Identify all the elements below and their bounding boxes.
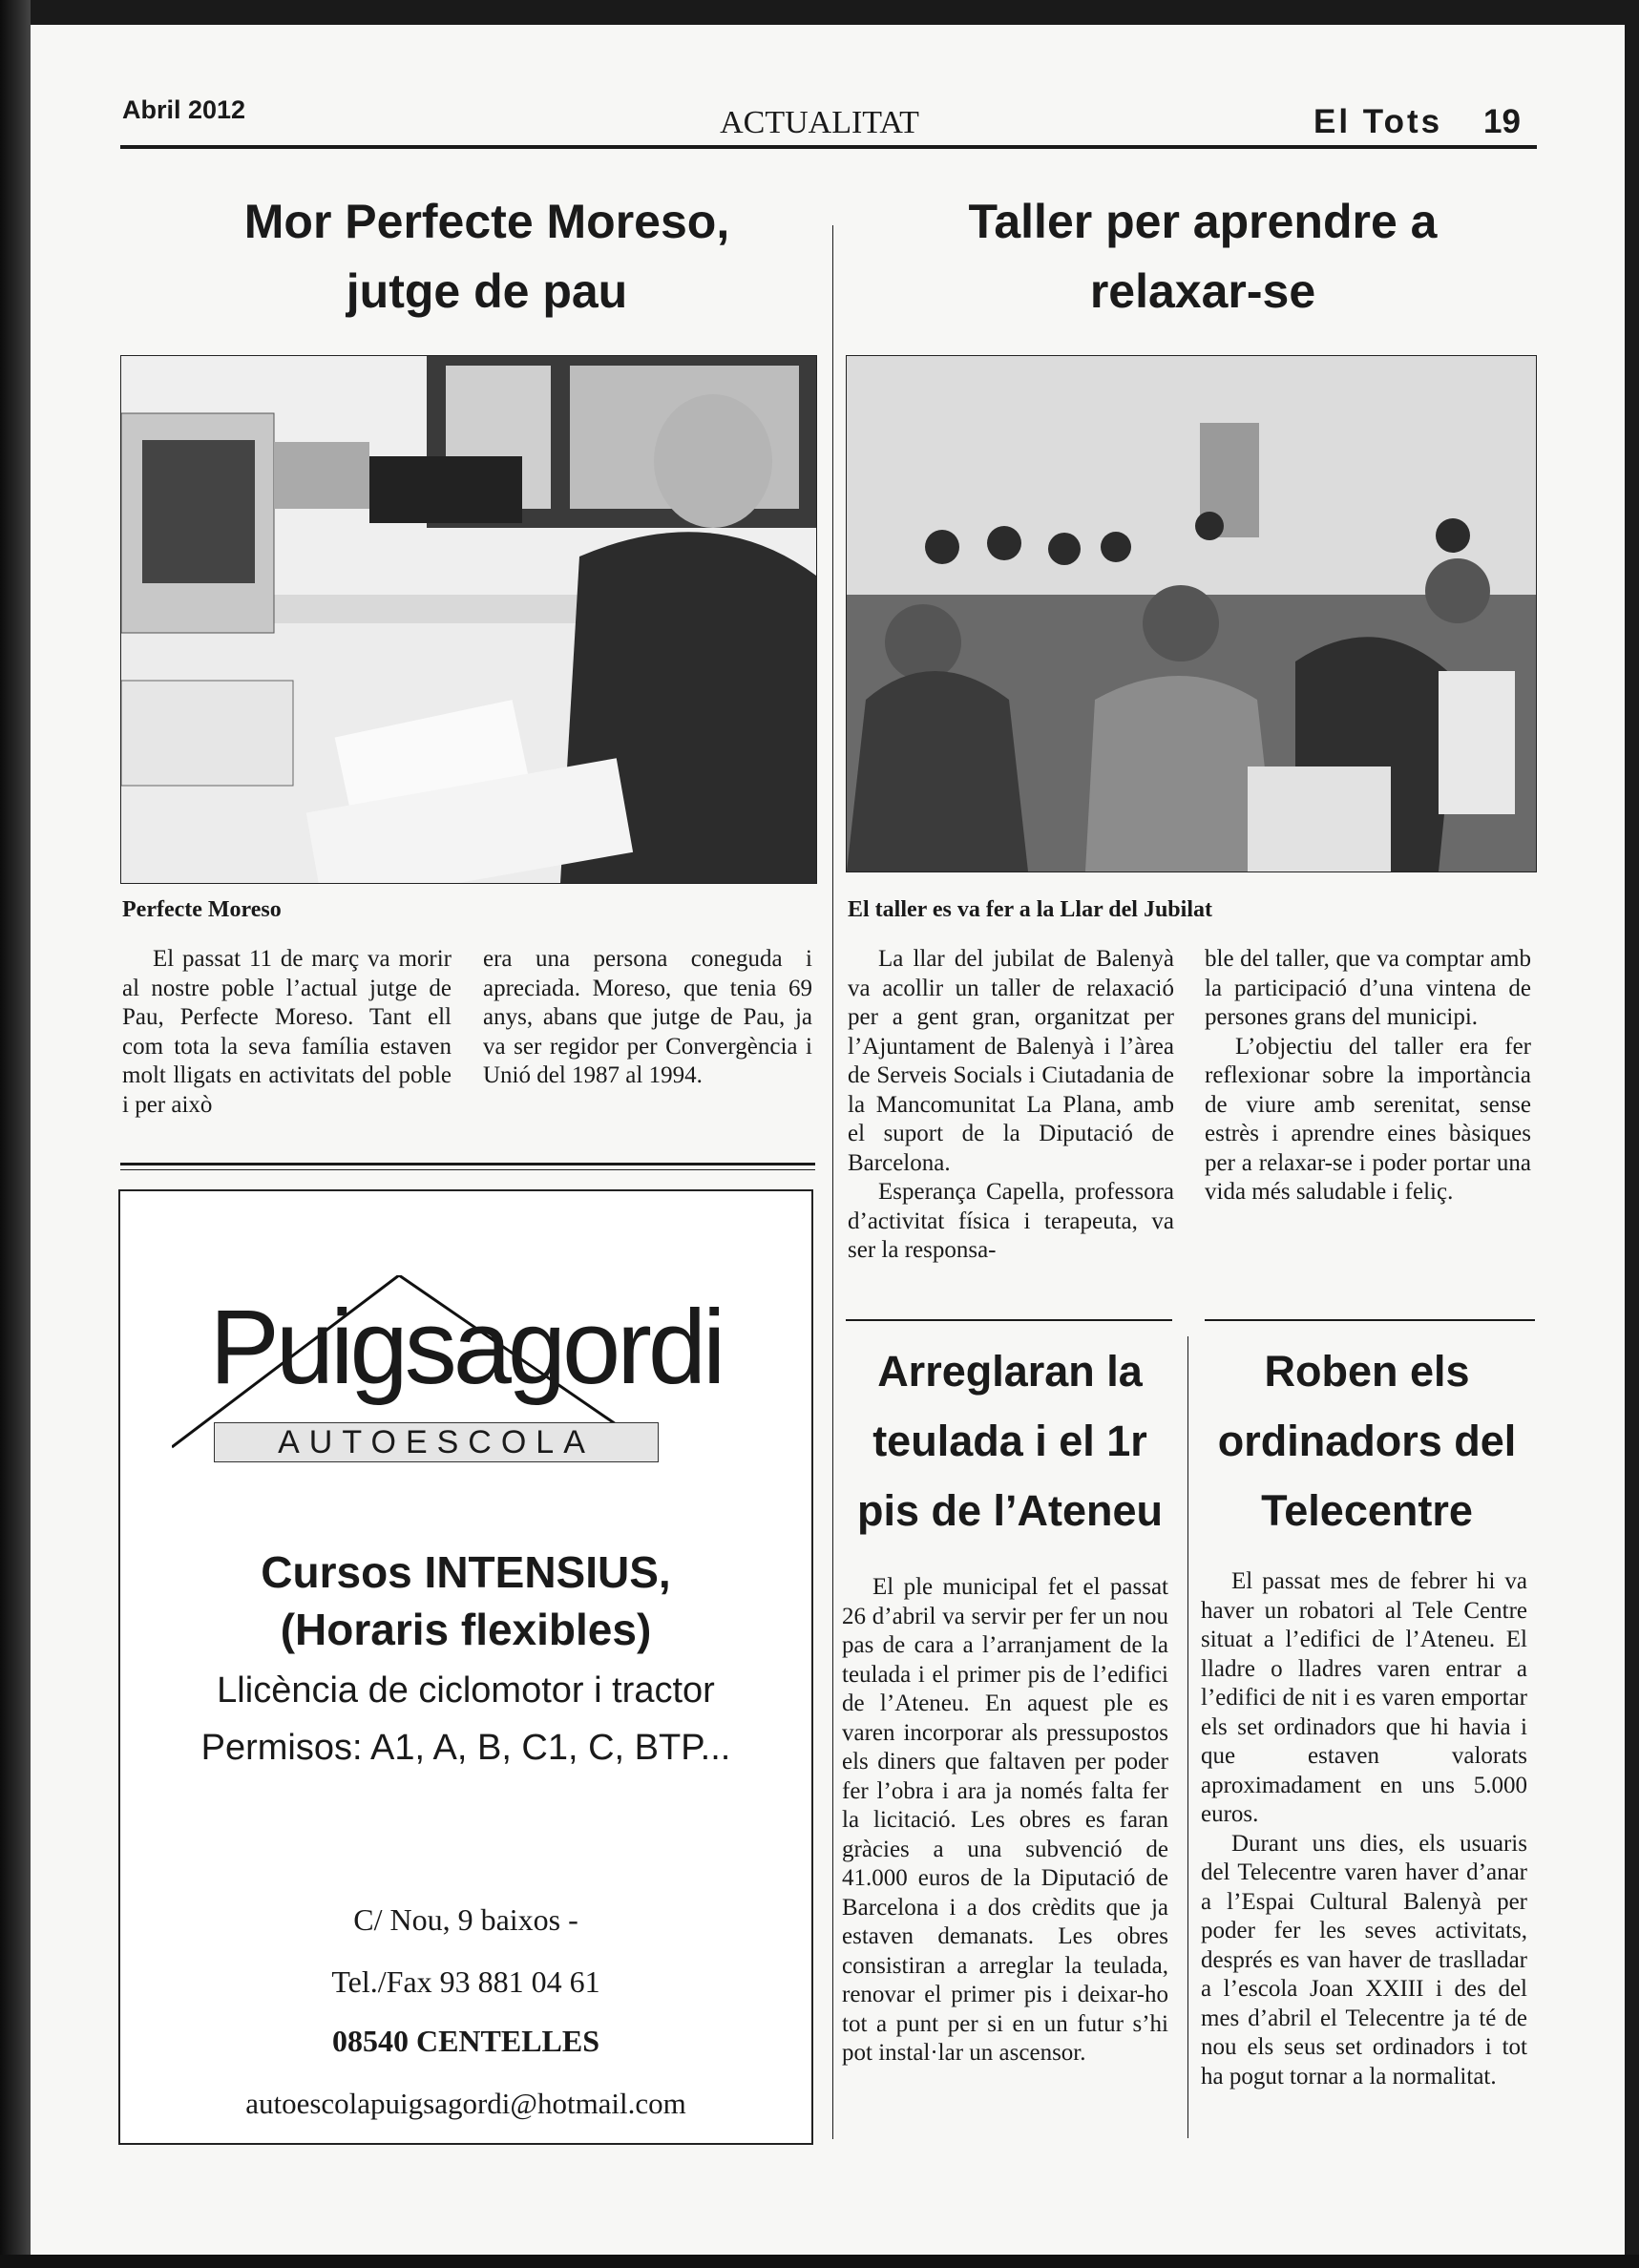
ad-line1: Cursos INTENSIUS, xyxy=(261,1547,671,1597)
header-rule xyxy=(120,145,1537,149)
article1-photo-caption: Perfecte Moreso xyxy=(122,897,282,922)
article2-headline: Taller per aprendre a relaxar-se xyxy=(968,195,1438,318)
page-number: 19 xyxy=(1483,103,1521,140)
article4-paragraph1: El passat mes de febrer hi va haver un robatori al Tele Centre situat a l’edifici de l’Ateneu. El lladre o lladres varen entrar a l’edifici de nit i es varen emportar els set ordinadors que hi havia i que estaven valorats aproximadament en uns 5.000 euros. xyxy=(1201,1568,1527,1827)
ad-line2: (Horaris flexibles) xyxy=(280,1605,652,1654)
article1-headline: Mor Perfecte Moreso, jutge de pau xyxy=(243,195,730,318)
ad-phone: Tel./Fax 93 881 04 61 xyxy=(331,1964,600,1999)
article3-headline: Arreglaran la teulada i el 1r pis de l’Ateneu xyxy=(856,1347,1164,1535)
article3-body: El ple municipal fet el passat 26 d’abril va servir per fer un nou pas de cara a l’arranjament de la teulada i el primer pis de l’edifici de l’Ateneu. En aquest ple es varen incorporar als pressupostos els diners que faltaven per poder fer l’obra i ara ja només falta fer la licitació. Les obres es faran gràcies a una subvenció de 41.000 euros de la Diputació de Barcelona i a dos crèdits que ja estaven demanats. Les obres consistiran a arreglar la teulada, renovar el primer pis i deixar-ho tot a punt per si en un futur s’hi pot instal·lar un ascensor. xyxy=(842,1574,1168,2066)
publication-name: El Tots xyxy=(1313,103,1443,140)
ad-subbrand: AUTOESCOLA xyxy=(214,1422,659,1462)
article2-photo xyxy=(846,355,1537,872)
ad-address: C/ Nou, 9 baixos - xyxy=(353,1902,578,1937)
article1-column2: era una persona coneguda i apreciada. Moreso, que tenia 69 anys, abans que jutge de Pau, ja va ser regidor per Convergència i Unió del 1987 al 1994. xyxy=(483,946,812,1088)
article4-paragraph2: Durant uns dies, els usuaris del Telecentre varen haver d’anar a l’Espai Cultural Balenyà per poder fer les seves activitats, després es van haver de traslladar a l’escola Joan XXIII i des del mes d’abril el Telecentre ja té de nou els seus set ordinadors i tot ha pogut tornar a la normalitat. xyxy=(1201,1830,1527,2090)
binding-spine xyxy=(0,0,31,2268)
article4-column-divider xyxy=(1187,1336,1188,2138)
ad-city: 08540 CENTELLES xyxy=(331,2024,600,2058)
article2-bottom-rule-left xyxy=(846,1319,1172,1321)
ad-line3: Llicència de ciclomotor i tractor xyxy=(217,1670,715,1711)
article2-bottom-rule-right xyxy=(1205,1319,1535,1321)
workshop-room-image xyxy=(847,356,1536,872)
issue-date: Abril 2012 xyxy=(122,95,246,124)
article2-photo-caption: El taller es va fer a la Llar del Jubilat xyxy=(848,897,1212,922)
office-scene-image xyxy=(121,356,816,883)
article1-bottom-rule-thin xyxy=(120,1169,815,1170)
ad-line4: Permisos: A1, A, B, C1, C, BTP... xyxy=(200,1728,731,1768)
article2-col1-paragraph1: La llar del jubilat de Balenyà va acollir un taller de relaxació per a gent gran, organitzat per l’Ajuntament de Balenyà i l’àrea de Serveis Socials i Ciutadania de la Mancomunitat La Plana, amb el suport de la Diputació de Barcelona. xyxy=(848,946,1174,1176)
article2-column1 xyxy=(848,945,1174,1266)
article1-column1: El passat 11 de març va morir al nostre poble l’actual jutge de Pau, Perfecte Moreso. Tant ell com tota la seva família estaven molt lligats en activitats del poble i per això xyxy=(122,946,452,1118)
article2-column2 xyxy=(1205,945,1531,1208)
scan-edge xyxy=(0,2255,1639,2268)
ad-brand: Puigsagordi xyxy=(209,1289,723,1406)
article4-headline: Roben els ordinadors del Telecentre xyxy=(1217,1347,1517,1535)
article1-bottom-rule xyxy=(120,1163,815,1166)
section-title: ACTUALITAT xyxy=(720,105,919,140)
column-divider xyxy=(832,225,833,2139)
ad-email[interactable]: autoescolapuigsagordi@hotmail.com xyxy=(245,2087,686,2120)
article2-col2-paragraph2: L’objectiu del taller era fer reflexionar sobre la importància de viure amb serenitat, sense estrès i aprendre eines bàsiques per a relaxar-se i poder portar una vida més saludable i feliç. xyxy=(1205,1033,1531,1205)
article2-col2-paragraph1: ble del taller, que va comptar amb la participació d’una vintena de persones grans del municipi. xyxy=(1205,946,1531,1030)
article2-col1-paragraph2: Esperança Capella, professora d’activitat física i terapeuta, va ser la responsa- xyxy=(848,1179,1174,1263)
article1-photo xyxy=(120,355,817,884)
article4-body xyxy=(1201,1567,1527,2091)
autoescola-advertisement xyxy=(118,1189,813,2145)
